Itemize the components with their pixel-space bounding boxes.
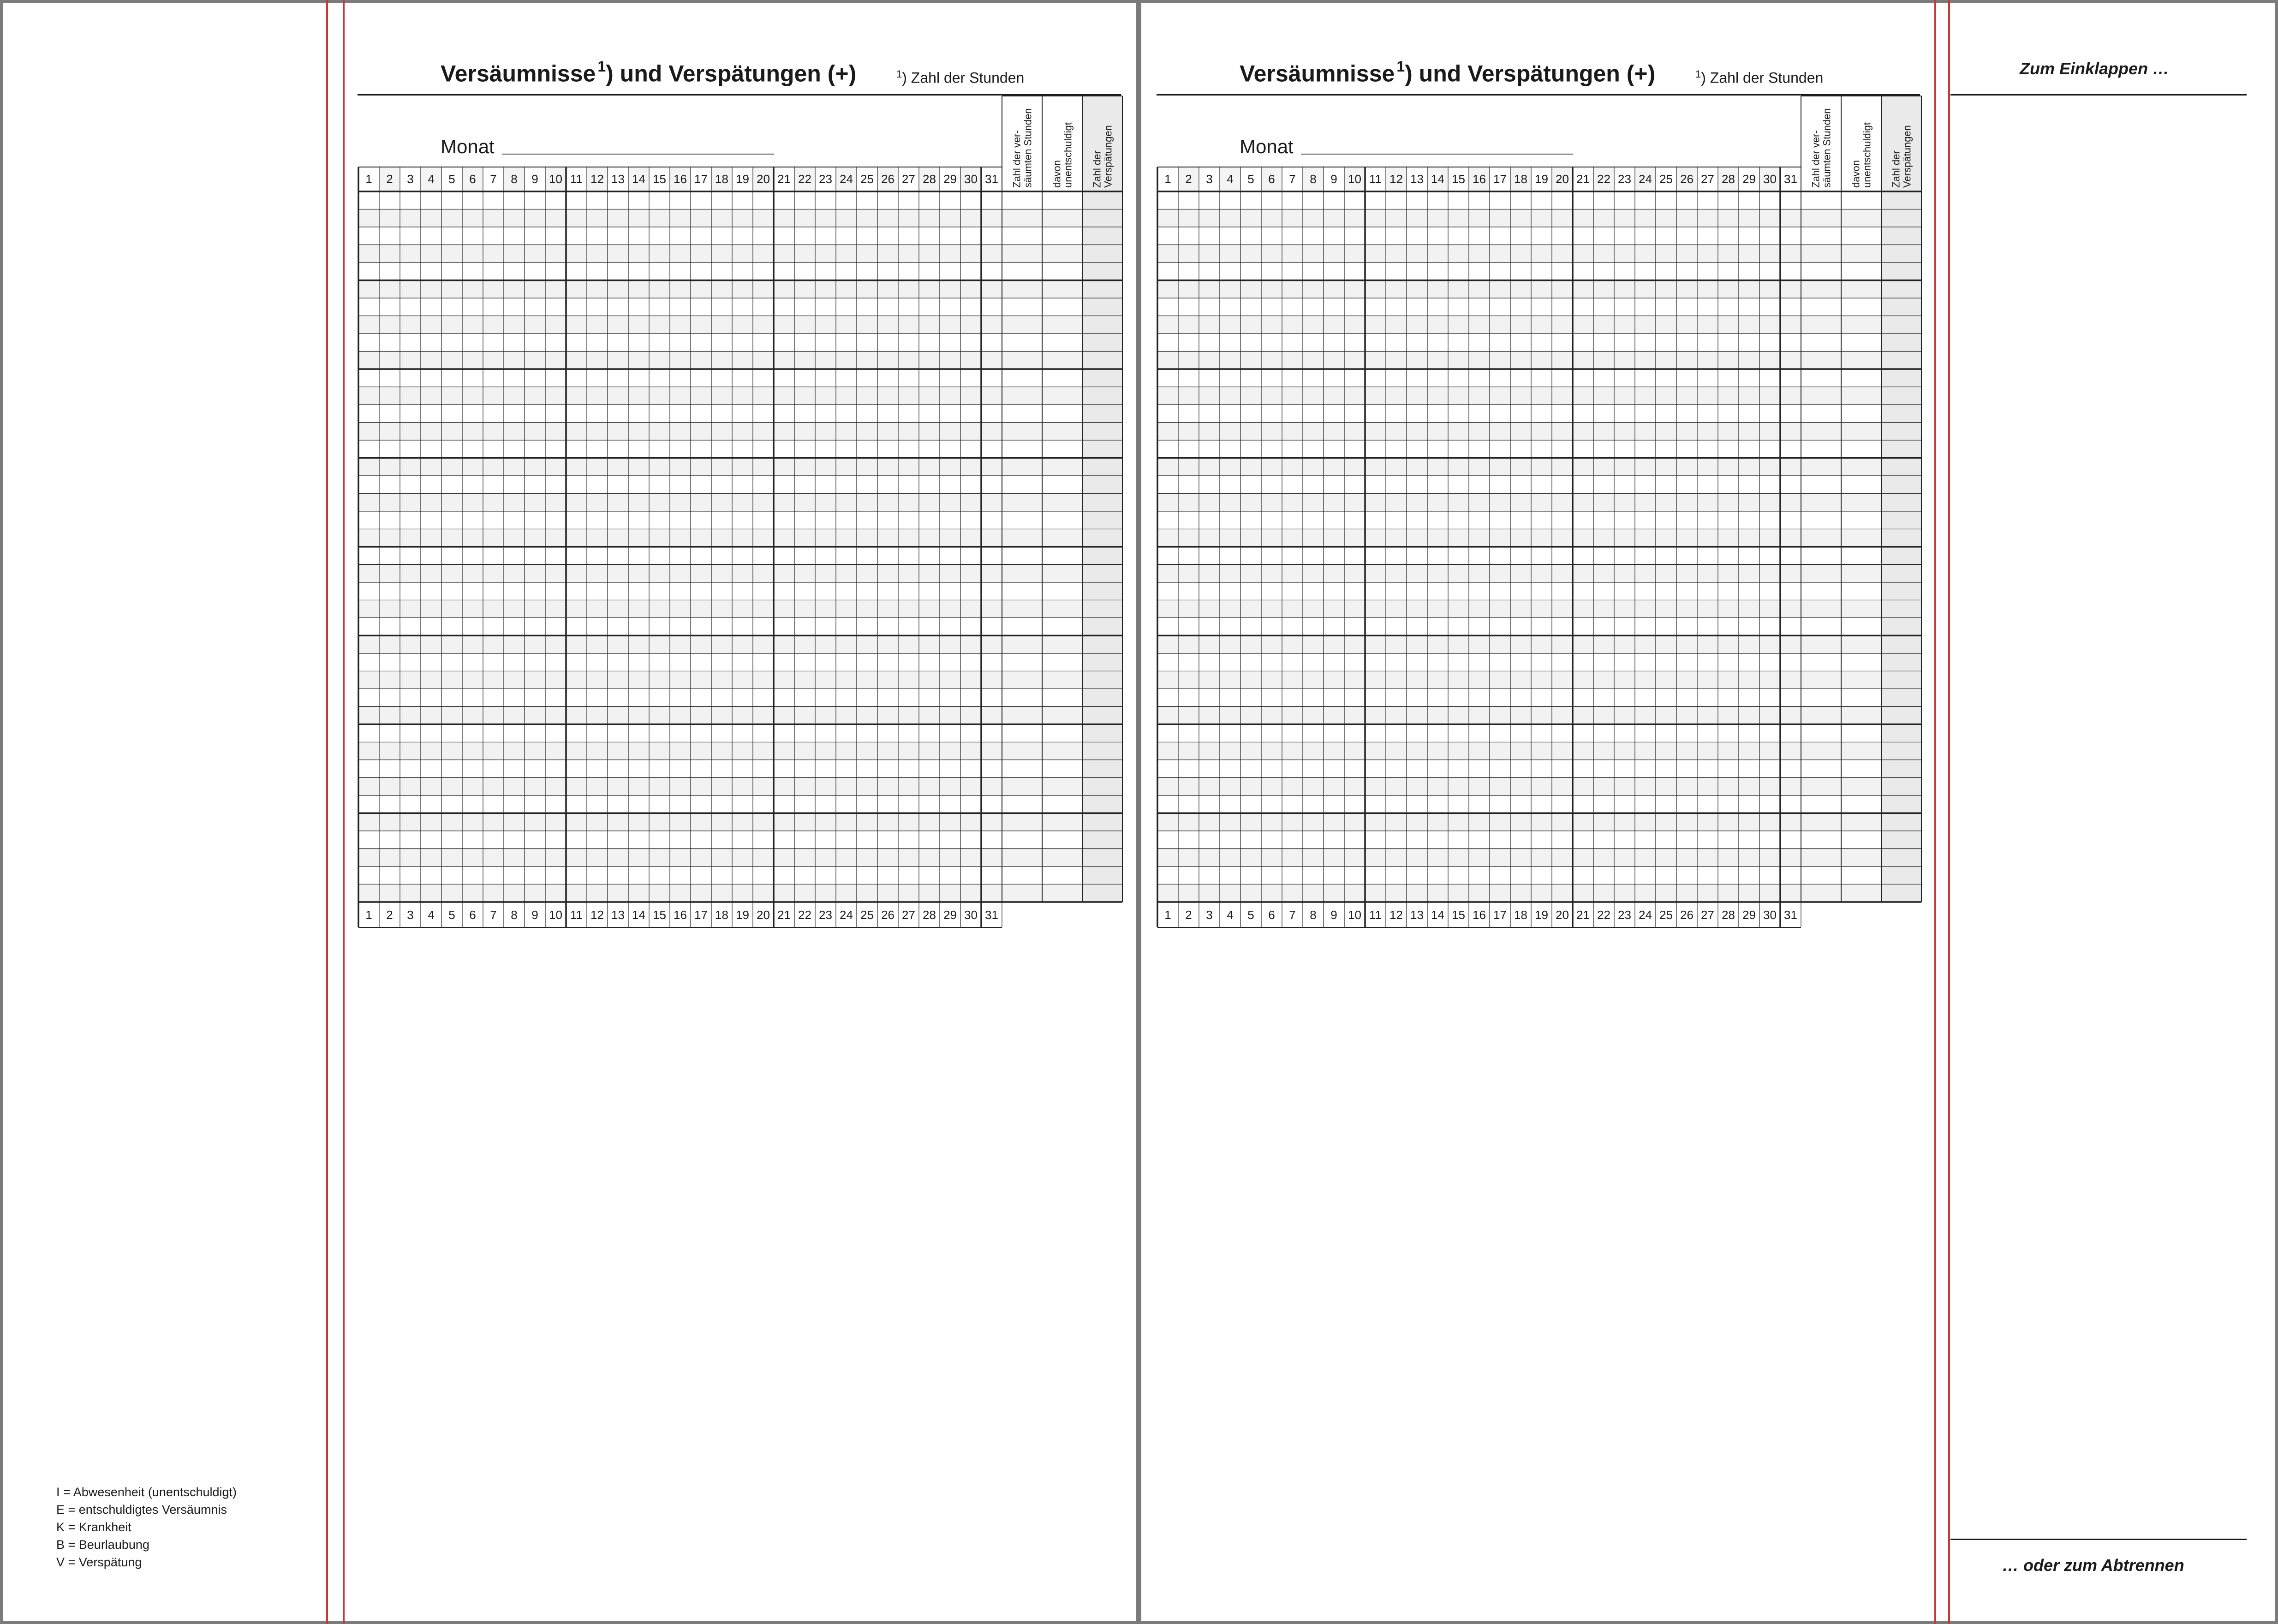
day-number: 7 [1289, 908, 1296, 922]
shaded-row [358, 529, 1122, 547]
shaded-row [1157, 423, 1921, 441]
day-number: 6 [469, 908, 476, 922]
shaded-row [1157, 742, 1921, 760]
summary-header: Zahl der [1091, 150, 1103, 188]
day-number: 1 [365, 908, 372, 922]
day-number: 18 [715, 172, 728, 186]
summary-header: unentschuldigt [1861, 122, 1873, 188]
legend-item: K = Krankheit [56, 1520, 131, 1534]
day-number: 27 [1701, 172, 1714, 186]
shaded-row [1157, 458, 1921, 476]
day-number: 29 [943, 172, 957, 186]
summary-header: davon [1850, 160, 1862, 188]
day-number: 9 [531, 908, 538, 922]
day-number: 21 [777, 908, 791, 922]
form-title: Versäumnisse $^1$) und Verspätungen (+) [441, 58, 857, 87]
day-number: 14 [1431, 172, 1444, 186]
day-number: 27 [902, 172, 915, 186]
day-number: 10 [1348, 172, 1361, 186]
day-number: 1 [1164, 172, 1171, 186]
shaded-row [358, 494, 1122, 512]
day-number: 5 [1247, 172, 1254, 186]
day-number: 8 [1310, 908, 1317, 922]
day-number: 22 [1597, 908, 1610, 922]
shaded-row [358, 245, 1122, 263]
day-number: 5 [1247, 908, 1254, 922]
day-number: 18 [1514, 172, 1527, 186]
shaded-row [358, 600, 1122, 618]
shaded-column [1082, 96, 1122, 902]
day-number: 14 [1431, 908, 1444, 922]
day-number: 11 [1369, 908, 1382, 922]
shaded-row [1157, 245, 1921, 263]
shaded-row [358, 671, 1122, 689]
tear-rule [1950, 1539, 2247, 1540]
day-number: 6 [1268, 172, 1275, 186]
day-number: 3 [407, 908, 414, 922]
legend-item: E = entschuldigtes Versäumnis [56, 1503, 227, 1517]
day-number: 1 [1164, 908, 1171, 922]
tear-off-label: … oder zum Abtrennen [2002, 1556, 2184, 1575]
shaded-row [1157, 209, 1921, 227]
day-number: 24 [1639, 908, 1652, 922]
summary-header: Verspätungen [1102, 125, 1114, 188]
shaded-row [1157, 529, 1921, 547]
day-number: 21 [1576, 172, 1590, 186]
day-number: 4 [1227, 172, 1234, 186]
shaded-row [358, 884, 1122, 902]
day-number: 21 [777, 172, 791, 186]
day-number: 4 [428, 172, 435, 186]
day-number: 10 [549, 908, 562, 922]
legend-item: V = Verspätung [56, 1555, 142, 1569]
shaded-row [1157, 494, 1921, 512]
day-number: 26 [1680, 172, 1694, 186]
shaded-row [1157, 600, 1921, 618]
day-number: 2 [1185, 172, 1192, 186]
day-number: 29 [1742, 908, 1756, 922]
day-number: 13 [611, 908, 625, 922]
day-number: 30 [964, 908, 978, 922]
day-number: 24 [1639, 172, 1652, 186]
summary-header: unentschuldigt [1062, 122, 1074, 188]
day-number: 26 [1680, 908, 1694, 922]
shaded-row [358, 423, 1122, 441]
day-number: 29 [1742, 172, 1756, 186]
day-number: 25 [1659, 172, 1673, 186]
shaded-row [358, 813, 1122, 831]
attendance-block-right [1157, 0, 1922, 1578]
day-number: 6 [1268, 908, 1275, 922]
day-number: 14 [632, 172, 645, 186]
day-number: 22 [1597, 172, 1610, 186]
shaded-row [358, 458, 1122, 476]
shaded-row [358, 636, 1122, 654]
day-number: 9 [531, 172, 538, 186]
shaded-row [1157, 849, 1921, 867]
shaded-row [358, 387, 1122, 405]
margin-line [343, 0, 345, 1624]
day-number: 11 [570, 172, 583, 186]
day-number: 20 [1556, 172, 1569, 186]
shaded-row [1157, 707, 1921, 725]
day-number: 25 [1659, 908, 1673, 922]
shaded-row [1157, 281, 1921, 299]
day-number: 25 [860, 172, 874, 186]
summary-header: Zahl der ver- [1810, 130, 1822, 188]
day-number: 3 [1206, 908, 1213, 922]
day-number: 31 [985, 908, 998, 922]
day-number: 24 [840, 172, 853, 186]
day-number: 16 [674, 172, 687, 186]
day-number: 2 [1185, 908, 1192, 922]
summary-header: säumten Stunden [1821, 108, 1833, 188]
day-number: 2 [386, 172, 393, 186]
day-number: 15 [653, 172, 666, 186]
shaded-row [1157, 671, 1921, 689]
shaded-row [358, 316, 1122, 334]
day-number: 10 [549, 172, 562, 186]
day-number: 8 [511, 172, 518, 186]
summary-header: Verspätungen [1901, 125, 1913, 188]
day-number: 16 [674, 908, 687, 922]
day-number: 28 [1722, 172, 1735, 186]
shaded-row [358, 565, 1122, 583]
legend [56, 1483, 237, 1571]
day-number: 8 [511, 908, 518, 922]
summary-header: Zahl der ver- [1011, 130, 1023, 188]
day-number: 2 [386, 908, 393, 922]
month-label: Monat [1240, 136, 1294, 157]
shaded-row [358, 707, 1122, 725]
attendance-grid [1157, 0, 1922, 1578]
shaded-row [358, 742, 1122, 760]
day-number: 13 [1410, 908, 1424, 922]
day-number: 13 [611, 172, 625, 186]
day-number: 28 [1722, 908, 1735, 922]
day-number: 19 [736, 908, 749, 922]
day-number: 15 [1452, 908, 1465, 922]
shaded-row [358, 281, 1122, 299]
day-number: 13 [1410, 172, 1424, 186]
day-number: 23 [819, 908, 832, 922]
shaded-row [1157, 813, 1921, 831]
fold-label: Zum Einklappen … [2020, 59, 2170, 78]
day-number: 19 [1535, 172, 1548, 186]
day-number: 12 [1389, 908, 1403, 922]
day-number: 14 [632, 908, 645, 922]
day-number: 6 [469, 172, 476, 186]
day-number: 15 [653, 908, 666, 922]
day-number: 12 [590, 172, 604, 186]
day-number: 19 [1535, 908, 1548, 922]
day-number: 24 [840, 908, 853, 922]
day-number: 3 [1206, 172, 1213, 186]
shaded-row [1157, 387, 1921, 405]
attendance-grid [358, 0, 1123, 1578]
margin-line [1948, 0, 1950, 1624]
day-number: 4 [428, 908, 435, 922]
day-number: 18 [1514, 908, 1527, 922]
day-number: 5 [448, 908, 455, 922]
day-number: 29 [943, 908, 957, 922]
day-number: 9 [1330, 908, 1337, 922]
shaded-row [1157, 352, 1921, 370]
day-number: 30 [1763, 908, 1777, 922]
attendance-block-left [358, 0, 1123, 1578]
legend-item: I = Abwesenheit (unentschuldigt) [56, 1485, 237, 1499]
day-number: 5 [448, 172, 455, 186]
day-number: 10 [1348, 908, 1361, 922]
day-number: 3 [407, 172, 414, 186]
shaded-row [358, 778, 1122, 796]
day-number: 31 [985, 172, 998, 186]
summary-header: davon [1051, 160, 1063, 188]
day-number: 23 [1618, 908, 1631, 922]
day-number: 20 [757, 908, 770, 922]
shaded-row [1157, 316, 1921, 334]
day-number: 17 [694, 908, 708, 922]
shaded-row [1157, 778, 1921, 796]
day-number: 27 [1701, 908, 1714, 922]
summary-header: säumten Stunden [1022, 108, 1034, 188]
margin-line [1934, 0, 1936, 1624]
day-number: 21 [1576, 908, 1590, 922]
fold-rule [1950, 94, 2247, 96]
day-number: 30 [1763, 172, 1777, 186]
day-number: 22 [798, 908, 811, 922]
day-number: 19 [736, 172, 749, 186]
day-number: 17 [1493, 172, 1507, 186]
day-number: 26 [881, 908, 895, 922]
day-number: 17 [694, 172, 708, 186]
month-label: Monat [441, 136, 495, 157]
day-number: 17 [1493, 908, 1507, 922]
shaded-row [1157, 636, 1921, 654]
day-number: 11 [1369, 172, 1382, 186]
day-number: 16 [1473, 908, 1486, 922]
day-number: 12 [1389, 172, 1403, 186]
shaded-row [1157, 884, 1921, 902]
day-number: 20 [1556, 908, 1569, 922]
shaded-row [358, 849, 1122, 867]
footnote: $^1$) Zahl der Stunden [1695, 68, 1824, 86]
shaded-row [358, 209, 1122, 227]
shaded-row [1157, 565, 1921, 583]
footnote: $^1$) Zahl der Stunden [896, 68, 1025, 86]
day-number: 15 [1452, 172, 1465, 186]
day-number: 7 [1289, 172, 1296, 186]
form-title: Versäumnisse $^1$) und Verspätungen (+) [1240, 58, 1656, 87]
margin-line [326, 0, 328, 1624]
day-number: 22 [798, 172, 811, 186]
day-number: 27 [902, 908, 915, 922]
day-number: 30 [964, 172, 978, 186]
day-number: 26 [881, 172, 895, 186]
day-number: 16 [1473, 172, 1486, 186]
legend-item: B = Beurlaubung [56, 1538, 149, 1552]
summary-header: Zahl der [1890, 150, 1902, 188]
day-number: 20 [757, 172, 770, 186]
shaded-row [358, 352, 1122, 370]
day-number: 28 [923, 172, 936, 186]
day-number: 7 [490, 172, 497, 186]
shaded-column [1881, 96, 1921, 902]
day-number: 11 [570, 908, 583, 922]
day-number: 31 [1784, 908, 1797, 922]
day-number: 28 [923, 908, 936, 922]
day-number: 31 [1784, 172, 1797, 186]
day-number: 1 [365, 172, 372, 186]
day-number: 23 [819, 172, 832, 186]
day-number: 23 [1618, 172, 1631, 186]
day-number: 8 [1310, 172, 1317, 186]
day-number: 25 [860, 908, 874, 922]
day-number: 9 [1330, 172, 1337, 186]
day-number: 7 [490, 908, 497, 922]
day-number: 18 [715, 908, 728, 922]
day-number: 4 [1227, 908, 1234, 922]
day-number: 12 [590, 908, 604, 922]
